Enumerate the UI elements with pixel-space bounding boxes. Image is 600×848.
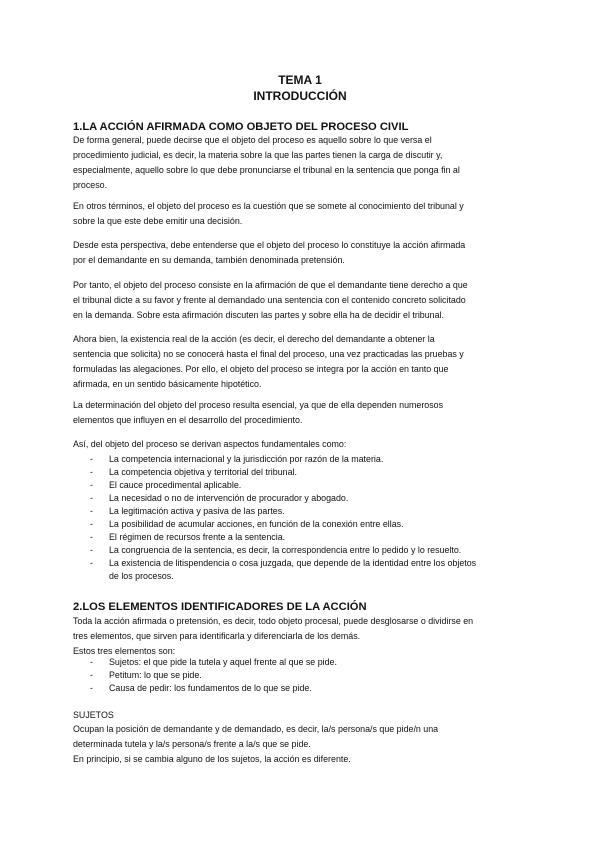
- list-item: - Sujetos: el que pide la tutela y aquel frente al que se pide.: [90, 657, 337, 667]
- text-line: Desde esta perspectiva, debe entenderse que el objeto del proceso lo constituye la acción afirmada: [73, 240, 466, 250]
- document-title: TEMA 1: [278, 73, 322, 87]
- text-line: sobre la que este debe emitir una decisión.: [73, 216, 243, 226]
- section-2-heading: 2.LOS ELEMENTOS IDENTIFICADORES DE LA ACCIÓN: [73, 601, 367, 613]
- dash-bullet: -: [90, 558, 93, 568]
- text-line: Ahora bien, la existencia real de la acción (es decir, el derecho del demandante a obtener la: [73, 334, 435, 344]
- text-line: afirmada, en un sentido básicamente hipotético.: [73, 379, 262, 389]
- dash-bullet: -: [90, 519, 93, 529]
- list-item: - La necesidad o no de intervención de procurador y abogado.: [90, 493, 349, 503]
- section-2-intro: [73, 614, 533, 659]
- list-item: - La competencia objetiva y territorial del tribunal.: [90, 467, 297, 477]
- paragraph-6: [73, 398, 533, 428]
- list-item: - La competencia internacional y la jurisdicción por razón de la materia.: [90, 454, 384, 464]
- dash-bullet: -: [90, 670, 93, 680]
- paragraph-5: [73, 332, 533, 392]
- text-line: procedimiento judicial, es decir, la materia sobre la que las partes tienen la carga de discutir y,: [73, 150, 443, 160]
- text-line: De forma general, puede decirse que el objeto del proceso es aquello sobre lo que versa el: [73, 135, 432, 145]
- text-line: En principio, si se cambia alguno de los sujetos, la acción es diferente.: [73, 754, 351, 764]
- dash-bullet: -: [90, 683, 93, 693]
- text-line: proceso.: [73, 180, 108, 190]
- paragraph-3: [73, 238, 533, 268]
- list-item: - La legitimación activa y pasiva de las partes.: [90, 506, 285, 516]
- list-item: - La congruencia de la sentencia, es decir, la correspondencia entre lo pedido y lo resuelto.: [90, 545, 462, 555]
- text-line: determinada tutela y la/s persona/s frente a la/s que se pide.: [73, 739, 311, 749]
- paragraph-1: [73, 133, 533, 193]
- dash-bullet: -: [90, 467, 93, 477]
- sujetos-subheading: SUJETOS: [73, 710, 114, 720]
- text-line: La determinación del objeto del proceso resulta esencial, ya que de ella dependen numerosos: [73, 400, 444, 410]
- text-line: En otros términos, el objeto del proceso es la cuestión que se somete al conocimiento del tribunal y: [73, 201, 464, 211]
- paragraph-2: [73, 199, 533, 229]
- list-item: - Petitum: lo que se pide.: [90, 670, 202, 680]
- dash-bullet: -: [90, 657, 93, 667]
- text-line: Por tanto, el objeto del proceso consiste en la afirmación de que el demandante tiene derecho a que: [73, 280, 468, 290]
- text-line: sentencia que solicita) no se conocerá hasta el final del proceso, una vez practicadas las pruebas y: [73, 349, 464, 359]
- aspects-list: [73, 453, 533, 583]
- dash-bullet: -: [90, 480, 93, 490]
- dash-bullet: -: [90, 454, 93, 464]
- dash-bullet: -: [90, 532, 93, 542]
- text-line: Ocupan la posición de demandante y de demandado, es decir, la/s persona/s que pide/n una: [73, 724, 439, 734]
- elements-list: [73, 656, 533, 695]
- text-line: el tribunal dicte a su favor y frente al demandado una sentencia con el contenido concreto solicitado: [73, 295, 466, 305]
- list-item: - Causa de pedir: los fundamentos de lo que se pide.: [90, 683, 312, 693]
- sujetos-paragraph: [73, 722, 533, 767]
- text-line: Estos tres elementos son:: [73, 646, 176, 656]
- list-item: - La posibilidad de acumular acciones, en función de la conexión entre ellas.: [90, 519, 404, 529]
- list-item: - El régimen de recursos frente a la sentencia.: [90, 532, 286, 542]
- dash-bullet: -: [90, 506, 93, 516]
- list-item: - El cauce procedimental aplicable.: [90, 480, 242, 490]
- paragraph-4: [73, 278, 533, 323]
- text-line: formuladas las alegaciones. Por ello, el objeto del proceso se integra por la acción en tanto que: [73, 364, 449, 374]
- dash-bullet: -: [90, 545, 93, 555]
- text-line: tres elementos, que sirven para identificarla y diferenciarla de los demás.: [73, 631, 361, 641]
- text-line: elementos que influyen en el desarrollo del procedimiento.: [73, 415, 303, 425]
- text-line: por el demandante en su demanda, también denominada pretensión.: [73, 255, 345, 265]
- text-line: especialmente, aquello sobre lo que debe pronunciarse el tribunal en la sentencia que ponga fin al: [73, 165, 460, 175]
- list-intro: [73, 437, 533, 452]
- list-item-continuation: de los procesos.: [109, 571, 174, 581]
- section-1-heading: 1.LA ACCIÓN AFIRMADA COMO OBJETO DEL PROCESO CIVIL: [73, 121, 409, 133]
- text-line: en la demanda. Sobre esta afirmación discuten las partes y sobre ella ha de decidir el tribunal.: [73, 310, 444, 320]
- text-line: Toda la acción afirmada o pretensión, es decir, todo objeto procesal, puede desglosarse o dividirse en: [73, 616, 474, 626]
- dash-bullet: -: [90, 493, 93, 503]
- document-subtitle: INTRODUCCIÓN: [253, 89, 347, 103]
- text-line: Así, del objeto del proceso se derivan aspectos fundamentales como:: [73, 439, 347, 449]
- list-item: - La existencia de litispendencia o cosa juzgada, que depende de la identidad entre los objetos: [90, 558, 477, 568]
